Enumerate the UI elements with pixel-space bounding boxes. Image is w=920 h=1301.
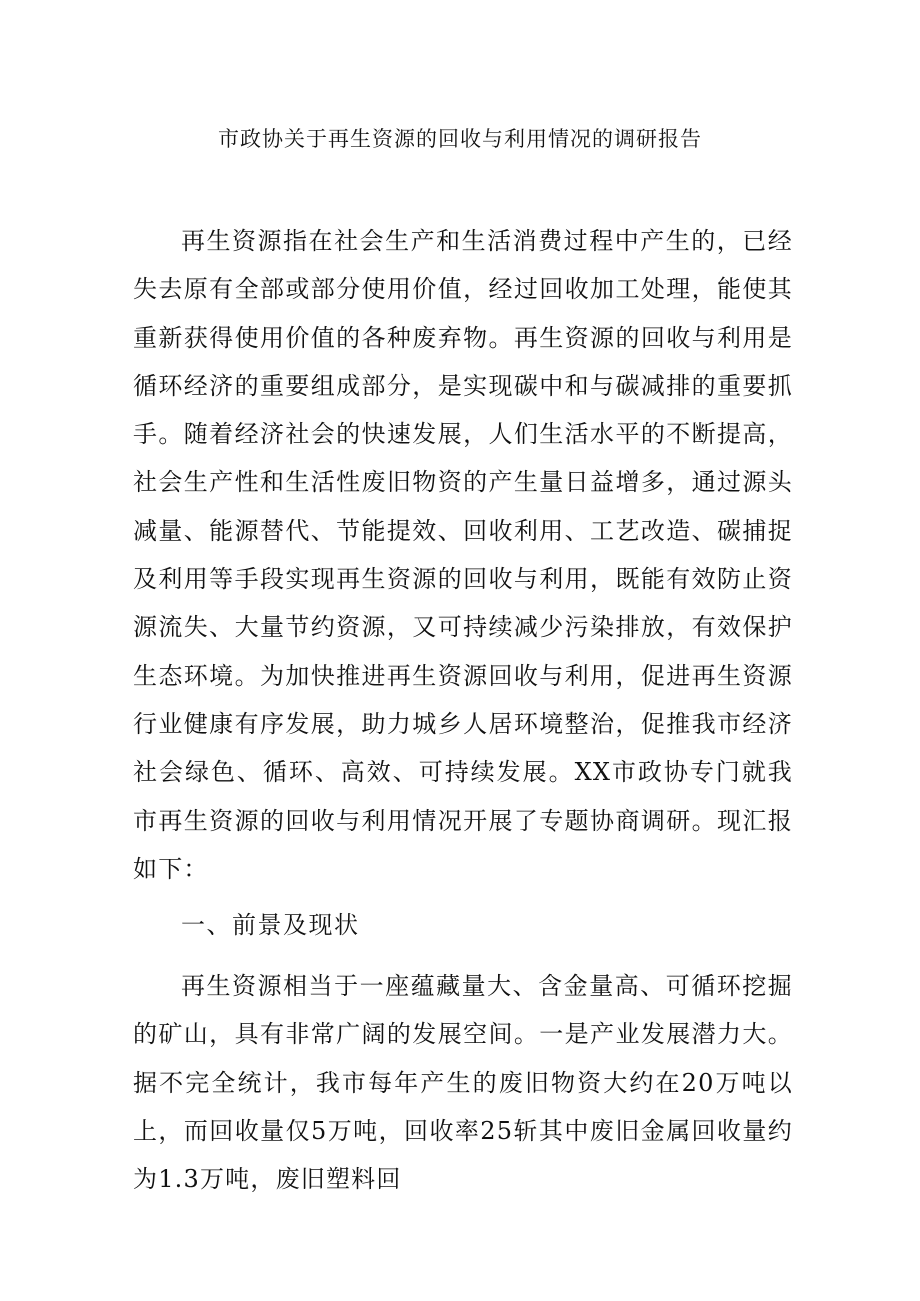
document-title: 市政协关于再生资源的回收与利用情况的调研报告 bbox=[218, 127, 702, 151]
intro-paragraph: 再生资源指在社会生产和生活消费过程中产生的，已经失去原有全部或部分使用价值，经过回收加工处理，能使其重新获得使用价值的各种废弃物。再生资源的回收与利用是循环经济的重要组成部分，是实现碳中和与碳减排的重要抓手。随着经济社会的快速发展，人们生活水平的不断提高，社会生产性和生活性废旧物资的产生量日益增多，通过源头减量、能源替代、节能提效、回收利用、工艺改造、碳捕捉及利用等手段实现再生资源的回收与利用，既能有效防止资源流失、大量节约资源，又可持续减少污染排放，有效保护生态环境。为加快推进再生资源回收与利用，促进再生资源行业健康有序发展，助力城乡人居环境整治，促推我市经济社会绿色、循环、高效、可持续发展。XX市政协专门就我市再生资源的回收与利用情况开展了专题协商调研。现汇报如下： bbox=[133, 227, 793, 883]
section-paragraph: 再生资源相当于一座蕴藏量大、含金量高、可循环挖掘的矿山，具有非常广阔的发展空间。一是产业发展潜力大。据不完全统计，我市每年产生的废旧物资大约在20万吨以上，而回收量仅5万吨，回收率25斩其中废旧金属回收量约为1.3万吨，废旧塑料回 bbox=[133, 972, 793, 1194]
section-heading: 一、前景及现状 bbox=[181, 911, 360, 939]
